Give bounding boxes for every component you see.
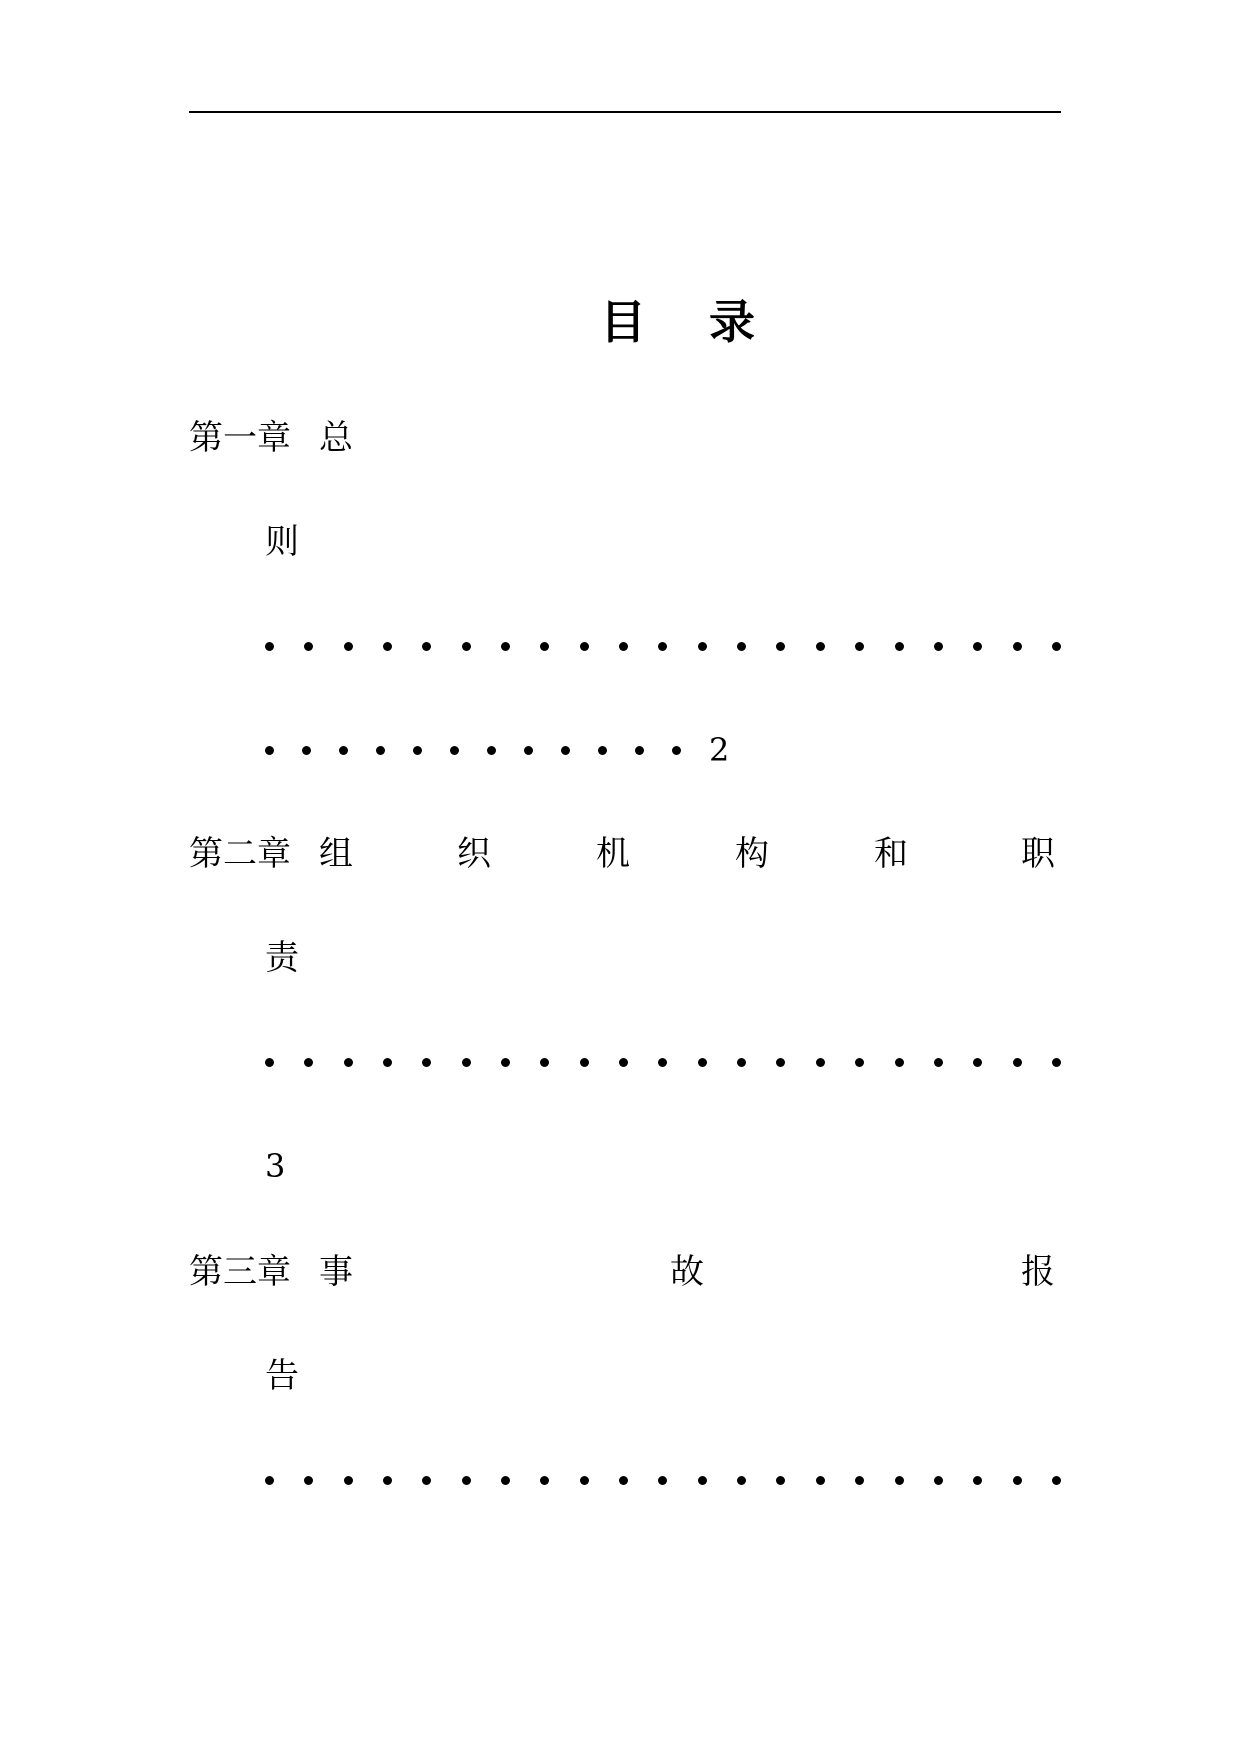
leader-dot (304, 1476, 313, 1485)
chapter-title-char: 构 (735, 834, 769, 874)
leader-dot (776, 1476, 785, 1485)
header-rule (189, 111, 1061, 113)
leader-dot (344, 1058, 353, 1067)
leader-dot (540, 1058, 549, 1067)
leader-dot (462, 1476, 471, 1485)
leader-dot (934, 642, 943, 651)
leader-dot (1052, 1476, 1061, 1485)
chapter-title-char: 总 (319, 418, 353, 458)
chapter-title-char: 职 (1021, 834, 1055, 874)
leader-dot (524, 746, 533, 755)
leader-dot (855, 1476, 864, 1485)
chapter-title-char: 织 (457, 834, 491, 874)
leader-dot (934, 1058, 943, 1067)
leader-dot (1052, 642, 1061, 651)
leader-dot (658, 1476, 667, 1485)
leader-dot (540, 1476, 549, 1485)
leader-dot (265, 1476, 274, 1485)
leader-dot (737, 1058, 746, 1067)
page-title-part-2: 录 (709, 295, 755, 349)
toc-entry-chapter-1[interactable] (189, 416, 1061, 460)
leader-dot (501, 1476, 510, 1485)
leader-dot (302, 746, 311, 755)
dot-leader (265, 1040, 1061, 1084)
leader-dot (265, 642, 274, 651)
leader-dot (658, 1058, 667, 1067)
leader-dot (383, 1058, 392, 1067)
leader-dot (934, 1476, 943, 1485)
leader-dot (1013, 1058, 1022, 1067)
chapter-title-char: 组 (319, 834, 353, 874)
leader-dot (737, 642, 746, 651)
page-number: 3 (265, 1147, 286, 1185)
leader-dot (973, 1058, 982, 1067)
leader-dot (304, 1058, 313, 1067)
leader-dot (619, 642, 628, 651)
leader-dot (580, 642, 589, 651)
leader-dot (413, 746, 422, 755)
leader-dot (698, 1058, 707, 1067)
leader-dot (776, 642, 785, 651)
leader-dot (619, 1058, 628, 1067)
leader-dot (1013, 1476, 1022, 1485)
chapter-title-char: 机 (596, 834, 630, 874)
leader-dot (561, 746, 570, 755)
leader-dot (816, 642, 825, 651)
toc-entry-chapter-2[interactable] (189, 832, 1061, 876)
leader-dot (635, 746, 644, 755)
page-title (0, 292, 1240, 352)
leader-dot (672, 746, 681, 755)
chapter-title-char: 事 (319, 1252, 353, 1292)
leader-dot (698, 1476, 707, 1485)
leader-dot (776, 1058, 785, 1067)
leader-dot (973, 1476, 982, 1485)
leader-dot (265, 746, 274, 755)
leader-dot (450, 746, 459, 755)
leader-dot (422, 1058, 431, 1067)
leader-dot (501, 642, 510, 651)
toc-entry-chapter-3[interactable] (189, 1250, 1061, 1294)
leader-dot (598, 746, 607, 755)
leader-dot (895, 1058, 904, 1067)
leader-dot (383, 642, 392, 651)
chapter-title-char: 报 (1021, 1252, 1055, 1292)
leader-dot (422, 1476, 431, 1485)
page-number: 2 (709, 731, 730, 769)
leader-dot (462, 1058, 471, 1067)
chapter-label: 第三章 (189, 1252, 291, 1292)
leader-dot (487, 746, 496, 755)
leader-dot (855, 1058, 864, 1067)
chapter-title-continuation: 责 (265, 938, 299, 978)
chapter-title-char: 故 (670, 1252, 704, 1292)
dot-leader (265, 624, 1061, 668)
leader-dot (344, 1476, 353, 1485)
leader-dot (540, 642, 549, 651)
leader-dot (1052, 1058, 1061, 1067)
leader-dot (698, 642, 707, 651)
leader-dot (973, 642, 982, 651)
dot-leader (265, 728, 729, 772)
chapter-label: 第一章 (189, 418, 291, 458)
leader-dot (737, 1476, 746, 1485)
leader-dot (658, 642, 667, 651)
leader-dot (816, 1058, 825, 1067)
leader-dot (501, 1058, 510, 1067)
leader-dot (895, 642, 904, 651)
dot-leader (265, 1458, 1061, 1502)
leader-dot (383, 1476, 392, 1485)
leader-dot (895, 1476, 904, 1485)
leader-dot (816, 1476, 825, 1485)
leader-dot (855, 642, 864, 651)
leader-dot (580, 1058, 589, 1067)
chapter-title-continuation: 则 (265, 522, 299, 562)
chapter-title-continuation: 告 (265, 1356, 299, 1396)
leader-dot (580, 1476, 589, 1485)
page-title-part-1: 目 (600, 295, 646, 349)
chapter-title-char: 和 (874, 834, 908, 874)
leader-dot (265, 1058, 274, 1067)
leader-dot (304, 642, 313, 651)
leader-dot (619, 1476, 628, 1485)
leader-dot (462, 642, 471, 651)
leader-dot (1013, 642, 1022, 651)
leader-dot (422, 642, 431, 651)
leader-dot (339, 746, 348, 755)
leader-dot (344, 642, 353, 651)
chapter-label: 第二章 (189, 834, 291, 874)
leader-dot (376, 746, 385, 755)
